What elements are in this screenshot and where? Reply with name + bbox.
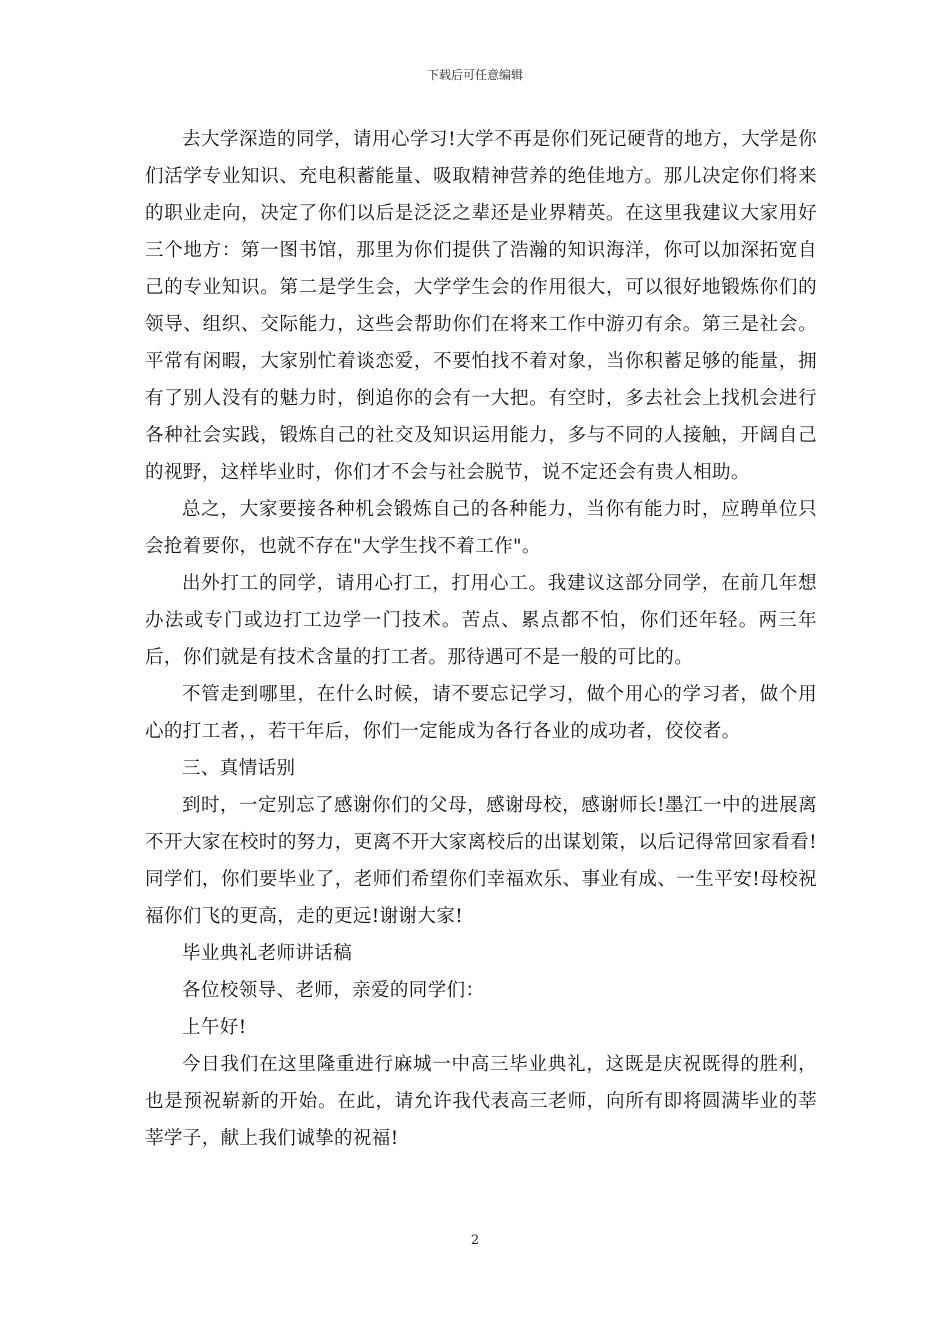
- paragraph-farewell: 到时，一定别忘了感谢你们的父母，感谢母校，感谢师长!墨江一中的进展离不开大家在校时的努力，更离不开大家离校后的出谋划策，以后记得常回家看看!同学们，你们要毕业了，老师们希望你们幸福欢乐、事业有成、一生平安!母校祝福你们飞的更高，走的更远!谢谢大家!: [145, 795, 817, 927]
- paragraph-university-advice: 去大学深造的同学，请用心学习!大学不再是你们死记硬背的地方，大学是你们活学专业知识、充电积蓄能量、吸取精神营养的绝佳地方。那儿决定你们将来的职业走向，决定了你们以后是泛泛之辈还是业界精英。在这里我建议大家用好三个地方：第一图书馆，那里为你们提供了浩瀚的知识海洋，你可以加深拓宽自己的专业知识。第二是学生会，大学学生会的作用很大，可以很好地锻炼你们的领导、组织、交际能力，这些会帮助你们在将来工作中游刃有余。第三是社会。平常有闲暇，大家别忙着谈恋爱，不要怕找不着对象，当你积蓄足够的能量，拥有了别人没有的魅力时，倒追你的会有一大把。有空时，多去社会上找机会进行各种社会实践，锻炼自己的社交及知识运用能力，多与不同的人接触，开阔自己的视野，这样毕业时，你们才不会与社会脱节，说不定还会有贵人相助。: [145, 129, 817, 483]
- page-header: 下载后可任意编辑: [426, 68, 523, 82]
- paragraph-speech-opening: 今日我们在这里隆重进行麻城一中高三毕业典礼，这既是庆祝既得的胜利，也是预祝崭新的开始。在此，请允许我代表高三老师，向所有即将圆满毕业的莘莘学子，献上我们诚挚的祝福!: [145, 1054, 817, 1149]
- speech-title: 毕业典礼老师讲话稿: [182, 943, 353, 964]
- paragraph-keep-learning: 不管走到哪里，在什么时候，请不要忘记学习，做个用心的学习者，做个用心的打工者，，若干年后，你们一定能成为各行各业的成功者，佼佼者。: [145, 684, 817, 742]
- paragraph-working-students: 出外打工的同学，请用心打工，打用心工。我建议这部分同学，在前几年想办法或专门或边打工边学一门技术。苦点、累点都不怕，你们还年轻。两三年后，你们就是有技术含量的打工者。那待遇可不是一般的可比的。: [145, 573, 817, 668]
- document-body: [145, 121, 817, 1157]
- speech-salutation: 各位校领导、老师，亲爱的同学们：: [182, 980, 485, 1001]
- paragraph-summary: 总之，大家要接各种机会锻炼自己的各种能力，当你有能力时，应聘单位只会抢着要你，也就不存在"大学生找不着工作"。: [145, 499, 817, 557]
- page-number: 2: [470, 1233, 480, 1248]
- speech-greeting: 上午好!: [182, 1017, 247, 1038]
- section-heading-farewell: 三、真情话别: [182, 758, 296, 779]
